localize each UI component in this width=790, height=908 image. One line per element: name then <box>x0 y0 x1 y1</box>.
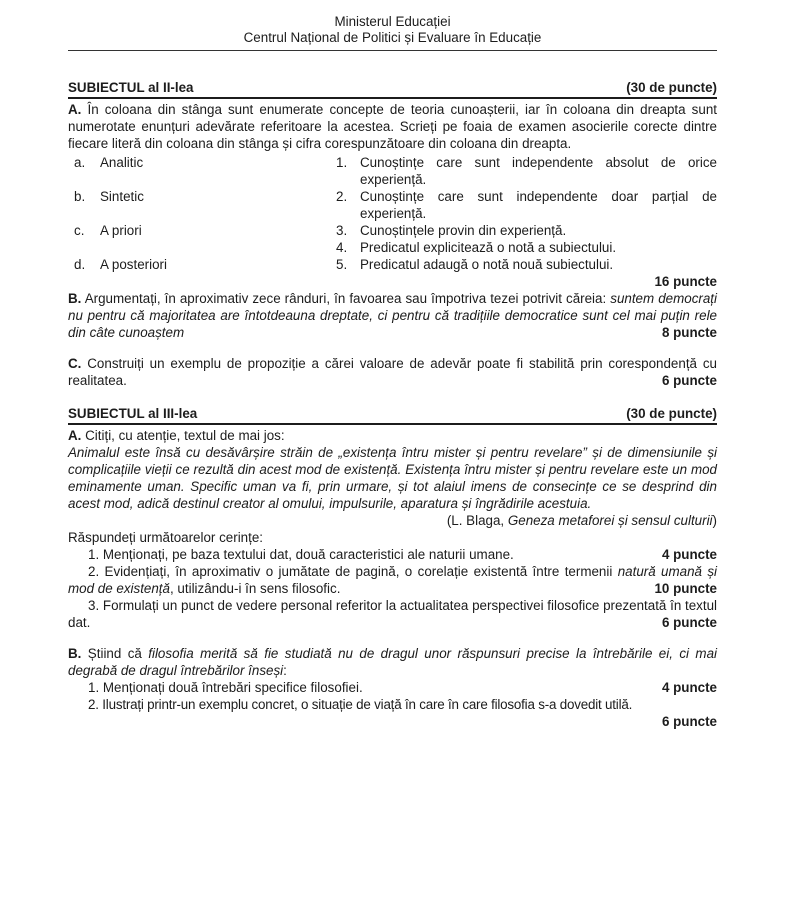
quote-attribution <box>68 512 717 529</box>
match-number: 5. <box>336 257 348 272</box>
match-row <box>68 154 717 188</box>
partB-text: Argumentați, în aproximativ zece rânduri, în favoarea sau împotriva tezei potrivit căreia: <box>81 291 611 306</box>
requirement-3-text: 3. Formulați un punct de vedere personal referitor la actualitatea perspectivei filosofice prezentată în textul dat. <box>68 598 717 630</box>
match-statement: Cunoștințe care sunt independente doar parțial de experiență. <box>360 189 717 221</box>
document-header <box>68 14 717 51</box>
subject3-title: SUBIECTUL al III-lea <box>68 406 198 421</box>
match-row <box>68 256 717 273</box>
partA-intro-text: În coloana din stânga sunt enumerate concepte de teoria cunoașterii, iar în coloana din dreapta sunt numerotate enunțuri adevărate referitoare la acestea. Scrieți pe foaia de examen asocierile corecte dintre fiecare literă din coloana din stânga și cifra corespunzătoare din coloana din dreapta. <box>68 102 717 151</box>
requirement-2-terms-italic: natură umană și mod de existență <box>68 564 718 596</box>
subject2-title: SUBIECTUL al II-lea <box>68 80 194 95</box>
match-letter: d. <box>74 257 86 272</box>
partB-thesis-italic: suntem democrați nu pentru că majoritatea are întotdeauna dreptate, ci pentru că tradițiile democratice sunt cel mai puțin rele din câte cunoaștem <box>68 291 717 340</box>
requirement-1 <box>68 546 717 563</box>
match-term: Analitic <box>100 155 144 170</box>
match-number: 4. <box>336 240 348 255</box>
requirement-2-points: 10 puncte <box>654 581 717 596</box>
match-letter: c. <box>74 223 85 238</box>
partB3-label: B. <box>68 646 82 661</box>
match-number: 2. <box>336 189 348 204</box>
ministry-name: Ministerul Educației <box>334 14 451 29</box>
requirement-3-points: 6 puncte <box>661 615 717 630</box>
subject2-partC-paragraph <box>68 355 717 389</box>
match-statement: Predicatul explicitează o notă a subiectului. <box>360 240 617 255</box>
spacer <box>68 389 717 405</box>
match-letter <box>74 239 100 256</box>
partB3-thesis-italic: filosofia merită să fie studiată nu de dragul unor răspunsuri precise la întrebările ei, ci mai degrabă de dragul întrebărilor înseși <box>68 646 717 678</box>
matching-exercise <box>68 154 717 273</box>
partC-points: 6 puncte <box>661 373 717 388</box>
subject3-heading <box>68 405 717 425</box>
spacer <box>68 341 717 355</box>
center-name: Centrul Național de Politici și Evaluare în Educație <box>243 30 542 45</box>
match-statement: Cunoștințe care sunt independente absolut de orice experiență. <box>360 155 717 187</box>
match-row <box>68 222 717 239</box>
match-row <box>68 188 717 222</box>
match-statement: Predicatul adaugă o notă nouă subiectului. <box>360 257 614 272</box>
spacer <box>68 631 717 645</box>
partB3-text-before: Știind că <box>81 646 149 661</box>
requirement-2-text-after: , utilizându-i în sens filosofic. <box>169 581 341 596</box>
partA3-intro-text: Citiți, cu atenție, textul de mai jos: <box>81 428 285 443</box>
requirement-2-text-before: 2. Evidențiați, în aproximativ o jumătate de pagină, o corelație existentă între termenii <box>88 564 618 579</box>
partA3-label: A. <box>68 428 82 443</box>
partA-points: 16 puncte <box>654 274 717 289</box>
requirement-1-points: 4 puncte <box>661 547 717 562</box>
subject3-partB-paragraph <box>68 645 717 679</box>
partB3-requirement-2-text: 2. Ilustrați printr-un exemplu concret, o situație de viață în care în care filosofia s-a dovedit utilă. <box>88 697 633 712</box>
partB-label: B. <box>68 291 82 306</box>
partB-points: 8 puncte <box>661 325 717 340</box>
partB3-requirement-1 <box>68 679 717 696</box>
partA-label: A. <box>68 102 82 117</box>
partC-text: Construiți un exemplu de propoziție a cărei valoare de adevăr poate fi stabilită prin corespondență cu realitatea. <box>68 356 717 388</box>
subject3-partA-intro <box>68 427 717 444</box>
requirement-1-text: 1. Menționați, pe baza textului dat, două caracteristici ale naturii umane. <box>88 547 514 562</box>
attribution-work-title: Geneza metaforei și sensul culturii <box>507 513 713 528</box>
subject2-partB-paragraph <box>68 290 717 341</box>
match-term: Sintetic <box>100 189 144 204</box>
match-letter: b. <box>74 189 86 204</box>
match-number: 3. <box>336 223 348 238</box>
requirement-3 <box>68 597 717 631</box>
attribution-author: (L. Blaga, <box>446 513 508 528</box>
requirements-prompt: Răspundeți următoarelor cerințe: <box>68 530 264 545</box>
partB3-requirement-1-points: 4 puncte <box>661 680 717 695</box>
attribution-close: ) <box>712 513 717 528</box>
match-number: 1. <box>336 155 348 170</box>
subject2-partA-paragraph <box>68 101 717 152</box>
partB3-text-after: : <box>283 663 287 678</box>
subject2-points: (30 de puncte) <box>626 80 717 95</box>
partB3-requirement-1-text: 1. Menționați două întrebări specifice filosofiei. <box>88 680 363 695</box>
subject3-points: (30 de puncte) <box>626 406 717 421</box>
partB3-requirement-2 <box>68 696 717 713</box>
match-statement: Cunoștințele provin din experiență. <box>360 223 567 238</box>
match-letter: a. <box>74 155 86 170</box>
partB3-requirement-2-points: 6 puncte <box>661 714 717 729</box>
match-term: A priori <box>100 223 142 238</box>
requirement-2 <box>68 563 717 597</box>
subject2-heading <box>68 79 717 99</box>
blaga-quote: Animalul este însă cu desăvârșire străin de „existența întru mister și pentru revelare” și de dimensiunile și complicațiile vieții ce rezultă din acest mod de existență. Existența întru mister și pentru revelare este un mod eminamente uman. Specific uman va fi, prin urmare, și tot alaiul imens de consecințe ce se desprind din acest mod, adică destinul creator al omului, impulsurile, aparatura și îngrădirile acestuia. <box>68 445 717 511</box>
match-row <box>68 239 717 256</box>
partC-label: C. <box>68 356 82 371</box>
match-term: A posteriori <box>100 257 167 272</box>
